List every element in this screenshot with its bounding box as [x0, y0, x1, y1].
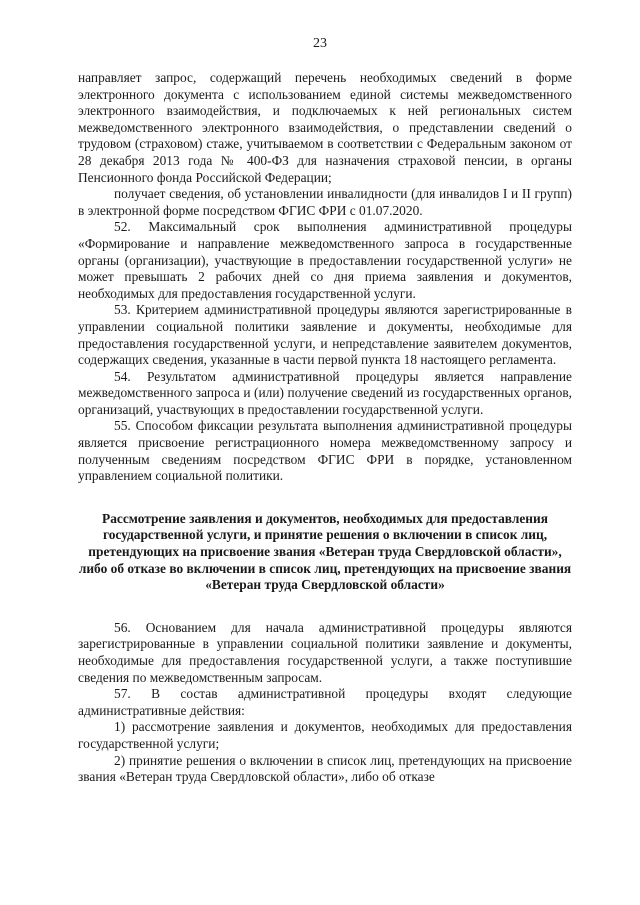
paragraph-57: 57. В состав административной процедуры входят следующие административные действия:	[78, 686, 572, 718]
document-body	[78, 70, 572, 786]
paragraph-56: 56. Основанием для начала административной процедуры являются зарегистрированные в управлении социальной политики заявление и документы, необходимые для предоставления государственной услуги, а также поступившие сведения по межведомственным запросам.	[78, 619, 572, 685]
paragraph-54: 54. Результатом административной процедуры является направление межведомственного запроса и (или) получение сведений из государственных органов, организаций, участвующих в предоставлении государственной услуги.	[78, 368, 572, 417]
paragraph-53: 53. Критерием административной процедуры являются зарегистрированные в управлении социальной политики заявление и документы, необходимые для предоставления государственной услуги, и непредставление заявителем документов, содержащих сведения, указанные в части первой пункта 18 настоящего регламента.	[78, 302, 572, 368]
paragraph-55: 55. Способом фиксации результата выполнения административной процедуры является присвоение регистрационного номера межведомственному запросу и полученным сведениям посредством ФГИС ФРИ в порядке, установленном управлением социальной политики.	[78, 418, 572, 484]
paragraph-disability-info: получает сведения, об установлении инвалидности (для инвалидов I и II групп) в электронной форме посредством ФГИС ФРИ с 01.07.2020.	[78, 186, 572, 218]
paragraph-57-item-1: 1) рассмотрение заявления и документов, необходимых для предоставления государственной услуги;	[78, 719, 572, 751]
page-number: 23	[313, 36, 327, 51]
paragraph-request: направляет запрос, содержащий перечень необходимых сведений в форме электронного документа с использованием единой системы межведомственного электронного взаимодействия, и подключаемых к ней региональных систем межведомственного электронного взаимодействия, о представлении сведений о трудовом (страховом) стаже, учитываемом в соответствии с Федеральным законом от 28 декабря 2013 года № 400-ФЗ для назначения страховой пенсии, в органы Пенсионного фонда Российской Федерации;	[78, 70, 572, 185]
paragraph-57-item-2: 2) принятие решения о включении в список лиц, претендующих на присвоение звания «Ветеран труда Свердловской области», либо об отказе	[78, 752, 572, 785]
section-heading: Рассмотрение заявления и документов, необходимых для предоставления государственной услуги, и принятие решения о включении в список лиц, претендующих на присвоение звания «Ветеран труда Свердловской области», либо об отказе во включении в список лиц, претендующих на присвоение звания «Ветеран труда Свердловской области»	[78, 510, 572, 593]
paragraph-52: 52. Максимальный срок выполнения административной процедуры «Формирование и направление межведомственного запроса в государственные органы (организации), участвующие в предоставлении государственной услуги» не может превышать 2 рабочих дней со дня приема заявления и документов, необходимых для предоставления государственной услуги.	[78, 219, 572, 301]
